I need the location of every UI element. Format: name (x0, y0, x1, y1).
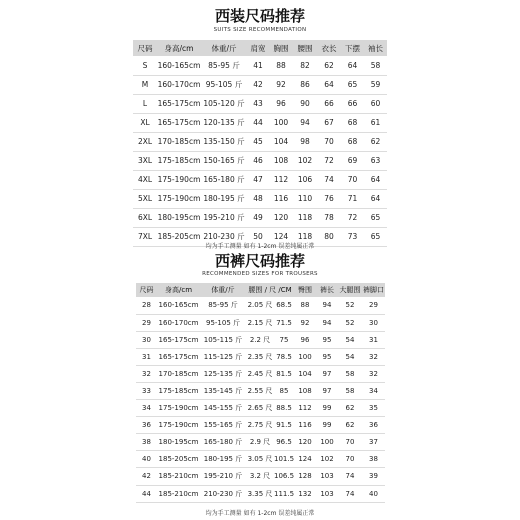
suits-header-cell: 下摆 (345, 43, 360, 53)
trousers-table-cell: 103 (320, 489, 334, 498)
suits-table-cell: 71 (347, 194, 358, 203)
trousers-table-row (136, 434, 385, 451)
suits-table-row (133, 189, 387, 208)
suits-table-cell: 72 (347, 213, 358, 222)
trousers-table-cell: 2.15 尺 (247, 318, 273, 327)
trousers-table-cell: 71.5 (276, 318, 292, 327)
trousers-table-cell: 29 (369, 301, 378, 310)
suits-table-cell: 106 (297, 175, 313, 184)
trousers-table-cell: 54 (345, 352, 355, 361)
trousers-table-cell: 185-210cm (158, 472, 199, 481)
trousers-table-cell: 2.55 尺 (247, 387, 273, 396)
trousers-table-row (136, 314, 385, 331)
trousers-subtitle: RECOMMENDED SIZES FOR TROUSERS (202, 271, 318, 277)
suits-table-cell: 2XL (137, 137, 153, 146)
suits-header-cell: 尺码 (137, 43, 153, 53)
suits-table-cell: 72 (324, 156, 334, 165)
trousers-table-cell: 88 (300, 301, 310, 310)
trousers-table-cell: 175-185cm (158, 387, 199, 396)
trousers-table-cell: 175-190cm (158, 421, 199, 430)
trousers-table-cell: 102 (320, 455, 334, 464)
trousers-table-cell: 74 (345, 472, 355, 481)
trousers-table-cell: 30 (142, 335, 151, 344)
trousers-table-cell: 36 (369, 421, 378, 430)
trousers-table-cell: 34 (142, 404, 151, 413)
trousers-table-cell: 3.35 尺 (247, 489, 273, 498)
suits-table-cell: 70 (347, 175, 358, 184)
trousers-table-cell: 99 (322, 421, 332, 430)
trousers-table-cell: 2.05 尺 (247, 301, 273, 310)
trousers-table-row (136, 297, 385, 314)
trousers-table-cell: 185-210cm (158, 489, 199, 498)
suits-header-cell: 衣长 (321, 43, 337, 53)
trousers-table-cell: 38 (142, 438, 151, 447)
suits-table-cell: 73 (347, 232, 358, 241)
trousers-table-row (136, 348, 385, 365)
trousers-header-cell: 体重/斤 (211, 286, 235, 294)
trousers-table-cell: 52 (345, 301, 355, 310)
suits-table-cell: 43 (253, 99, 263, 108)
suits-table-cell: 68 (347, 118, 358, 127)
suits-table-cell: XL (140, 118, 150, 127)
suits-table-cell: 135-150 斤 (203, 137, 245, 146)
trousers-table-cell: 85-95 斤 (208, 301, 238, 310)
trousers-table-cell: 108 (298, 387, 312, 396)
suits-table-cell: 70 (324, 137, 334, 146)
trousers-title: 西裤尺码推荐 (214, 252, 305, 270)
trousers-header-cell: 裤脚口 (363, 286, 385, 294)
trousers-table-cell: 29 (142, 318, 151, 327)
suits-table-cell: 48 (253, 194, 263, 203)
suits-table-cell: 69 (347, 156, 358, 165)
suits-table-cell: 5XL (137, 194, 153, 203)
trousers-table-cell: 2.35 尺 (247, 352, 273, 361)
trousers-table-cell: 115-125 斤 (203, 352, 243, 361)
trousers-table-cell: 185-205cm (158, 455, 199, 464)
trousers-table-cell: 78.5 (276, 352, 292, 361)
trousers-table-cell: 170-185cm (158, 369, 199, 378)
suits-table-cell: 50 (253, 232, 263, 241)
trousers-table-cell: 124 (298, 455, 312, 464)
suits-table-cell: 118 (297, 232, 313, 241)
trousers-table-cell: 88.5 (276, 404, 292, 413)
trousers-table-cell: 125-135 斤 (203, 369, 243, 378)
trousers-header-cell: 尺码 (139, 286, 154, 294)
suits-table-cell: 120 (273, 213, 289, 222)
suits-table-cell: S (142, 60, 148, 70)
trousers-table-cell: 106.5 (274, 472, 295, 481)
trousers-table-cell: 94 (322, 318, 332, 327)
suits-table-cell: 82 (300, 60, 310, 70)
trousers-table-cell: 95-105 斤 (205, 318, 241, 327)
trousers-table-cell: 97 (322, 369, 332, 378)
trousers-table-cell: 35 (369, 404, 378, 413)
suits-table-row (133, 113, 387, 132)
trousers-table-cell: 111.5 (274, 489, 295, 498)
trousers-table-cell: 128 (298, 472, 312, 481)
trousers-table-cell: 99 (322, 404, 332, 413)
suits-table-cell: 61 (370, 118, 381, 127)
trousers-table-row (136, 365, 385, 382)
trousers-table-cell: 100 (298, 352, 312, 361)
suits-table-cell: 62 (370, 137, 381, 146)
suits-header-cell: 胸围 (273, 43, 289, 53)
suits-table-cell: 68 (347, 137, 358, 146)
suits-table-cell: 65 (370, 213, 381, 222)
trousers-header-cell: 身高/cm (164, 286, 193, 294)
trousers-table-cell: 3.05 尺 (247, 455, 273, 464)
trousers-table-cell: 104 (298, 369, 312, 378)
trousers-table-cell: 100 (320, 438, 334, 447)
trousers-table-cell: 145-155 斤 (203, 404, 243, 413)
trousers-table-cell: 40 (142, 455, 151, 464)
suits-table-cell: 195-210 斤 (203, 213, 245, 222)
trousers-table-cell: 37 (369, 438, 378, 447)
suits-table-cell: 74 (324, 175, 334, 184)
trousers-table-cell: 180-195cm (158, 438, 199, 447)
suits-header-cell: 肩宽 (250, 43, 266, 53)
trousers-table-cell: 54 (345, 335, 355, 344)
suits-table-cell: 88 (276, 60, 286, 70)
trousers-table-cell: 68.5 (276, 301, 292, 310)
suits-table-cell: 100 (273, 118, 289, 127)
suits-table-cell: 165-180 斤 (203, 175, 245, 184)
trousers-table-cell: 42 (142, 472, 151, 481)
trousers-table-cell: 160-165cm (158, 301, 199, 310)
suits-table-cell: 60 (370, 99, 381, 108)
trousers-table-cell: 70 (345, 455, 355, 464)
trousers-table-cell: 39 (369, 472, 378, 481)
trousers-table-cell: 94 (322, 301, 332, 310)
suits-table-cell: 65 (370, 232, 381, 241)
trousers-table-cell: 28 (142, 301, 151, 310)
suits-table-cell: 175-185cm (157, 156, 201, 165)
trousers-table-cell: 175-190cm (158, 404, 199, 413)
suits-table-cell: 49 (253, 213, 263, 222)
trousers-table-cell: 44 (142, 489, 151, 498)
suits-table-cell: 90 (300, 99, 310, 108)
trousers-table-cell: 96.5 (276, 438, 292, 447)
suits-table-cell: 62 (324, 60, 334, 70)
suits-table-cell: 110 (297, 194, 313, 203)
suits-table-row (133, 170, 387, 189)
suits-table-cell: 44 (253, 118, 263, 127)
trousers-header-cell: 大腿围 (339, 286, 361, 294)
trousers-table-cell: 120 (298, 438, 312, 447)
suits-table-cell: 64 (370, 175, 381, 184)
suits-table-cell: M (141, 80, 149, 89)
trousers-table-cell: 132 (298, 489, 312, 498)
trousers-table-cell: 70 (345, 438, 355, 447)
trousers-table-row (136, 400, 385, 417)
suits-table-cell: 59 (370, 80, 381, 89)
suits-header-cell: 腰围 (297, 43, 313, 53)
trousers-table-cell: 95 (322, 352, 332, 361)
trousers-table-cell: 30 (369, 318, 378, 327)
suits-table-cell: 78 (324, 213, 334, 222)
trousers-table-cell: 85 (279, 387, 289, 396)
suits-table-cell: 160-165cm (157, 60, 201, 70)
suits-table-cell: 76 (324, 194, 334, 203)
suits-table-cell: 116 (273, 194, 289, 203)
suits-table-cell: 46 (253, 156, 263, 165)
suits-table-cell: 96 (276, 99, 286, 108)
suits-table-cell: 105-120 斤 (203, 99, 245, 108)
trousers-table-row (136, 485, 385, 502)
suits-table-row (133, 56, 387, 75)
trousers-table-cell: 32 (369, 369, 378, 378)
suits-table-cell: 210-230 斤 (203, 232, 245, 241)
suits-table-cell: 165-175cm (157, 118, 201, 127)
suits-table-cell: 63 (370, 156, 381, 165)
trousers-table-cell: 2.65 尺 (247, 404, 273, 413)
trousers-header-cell: 腰围 / 尺 /CM (248, 286, 292, 294)
trousers-table-row (136, 451, 385, 468)
suits-header-cell: 袖长 (368, 43, 383, 53)
suits-table-cell: 175-190cm (157, 175, 201, 184)
suits-table-cell: 6XL (137, 213, 153, 222)
trousers-table-cell: 31 (369, 335, 378, 344)
trousers-table-cell: 62 (345, 421, 355, 430)
trousers-header-cell: 臀围 (298, 286, 313, 294)
trousers-table-cell: 52 (345, 318, 355, 327)
suits-table-cell: 47 (253, 175, 263, 184)
trousers-table-cell: 58 (345, 369, 355, 378)
trousers-table-cell: 34 (369, 387, 378, 396)
suits-table-cell: 165-175cm (157, 99, 201, 108)
trousers-table-cell: 31 (142, 352, 151, 361)
trousers-table-cell: 180-195 斤 (203, 455, 243, 464)
suits-table-cell: 45 (253, 137, 263, 146)
suits-table-cell: 66 (324, 99, 334, 108)
suits-table-cell: 67 (324, 118, 334, 127)
suits-table-cell: 124 (273, 232, 289, 241)
suits-table-cell: 7XL (137, 232, 153, 241)
trousers-table-row (136, 417, 385, 434)
suits-table-cell: 185-205cm (157, 232, 201, 241)
trousers-table-cell: 74 (345, 489, 355, 498)
trousers-size-table (136, 283, 385, 503)
trousers-table-cell: 40 (369, 489, 378, 498)
suits-table-cell: 85-95 斤 (208, 60, 240, 70)
trousers-table-cell: 112 (298, 404, 312, 413)
trousers-table-cell: 165-175cm (158, 335, 199, 344)
suits-table-cell: 64 (324, 80, 334, 89)
trousers-table-row (136, 382, 385, 399)
trousers-table-cell: 92 (300, 318, 310, 327)
trousers-table-cell: 2.2 尺 (249, 335, 271, 344)
trousers-header-cell: 裤长 (320, 286, 335, 294)
suits-table-cell: 92 (276, 80, 286, 89)
suits-table-cell: 118 (297, 213, 313, 222)
trousers-table-cell: 160-170cm (158, 318, 199, 327)
trousers-table-cell: 97 (322, 387, 332, 396)
suits-table-cell: 150-165 斤 (203, 156, 245, 165)
suits-table-cell: 95-105 斤 (205, 80, 243, 89)
suits-table-cell: 86 (300, 80, 310, 89)
trousers-table-cell: 135-145 斤 (203, 387, 243, 396)
suits-header-row (133, 40, 387, 56)
trousers-table-cell: 81.5 (276, 369, 292, 378)
suits-table-cell: 3XL (137, 156, 153, 165)
trousers-table-cell: 2.75 尺 (247, 421, 273, 430)
trousers-table-row (136, 331, 385, 348)
suits-table-row (133, 94, 387, 113)
suits-table-cell: L (142, 99, 148, 108)
trousers-table-cell: 210-230 斤 (203, 489, 243, 498)
suits-table-cell: 42 (253, 80, 263, 89)
trousers-table-cell: 33 (142, 387, 151, 396)
suits-header-cell: 身高/cm (164, 43, 194, 53)
trousers-table-cell: 91.5 (276, 421, 292, 430)
suits-table-cell: 112 (273, 175, 289, 184)
suits-table-cell: 80 (324, 232, 334, 241)
trousers-table-cell: 32 (369, 352, 378, 361)
suits-table-cell: 108 (273, 156, 289, 165)
trousers-table-cell: 3.2 尺 (249, 472, 271, 481)
trousers-header-row (136, 283, 385, 297)
trousers-table-cell: 58 (345, 387, 355, 396)
trousers-measurement-note: 均为手工测量 如有 1-2cm 误差纯属正常 (205, 510, 315, 517)
suits-table-row (133, 132, 387, 151)
suits-table-cell: 102 (297, 156, 313, 165)
suits-table-cell: 104 (273, 137, 289, 146)
suits-table-cell: 160-170cm (157, 80, 201, 89)
suits-table-cell: 4XL (137, 175, 153, 184)
suits-table-cell: 180-195cm (157, 213, 201, 222)
suits-table-cell: 98 (300, 137, 310, 146)
suits-table-cell: 175-190cm (157, 194, 201, 203)
suits-table-cell: 58 (370, 60, 381, 70)
trousers-table-cell: 103 (320, 472, 334, 481)
suits-table-cell: 41 (253, 60, 263, 70)
suits-table-cell: 65 (347, 80, 358, 89)
trousers-table-cell: 32 (142, 369, 151, 378)
trousers-table-cell: 195-210 斤 (203, 472, 243, 481)
trousers-table-cell: 38 (369, 455, 378, 464)
trousers-table-cell: 165-175cm (158, 352, 199, 361)
trousers-table-cell: 96 (300, 335, 310, 344)
suits-header-cell: 体重/斤 (211, 43, 237, 53)
suits-table-cell: 180-195 斤 (203, 194, 245, 203)
suits-table-cell: 120-135 斤 (203, 118, 245, 127)
trousers-table-row (136, 468, 385, 485)
trousers-table-cell: 165-180 斤 (203, 438, 243, 447)
trousers-table-cell: 116 (298, 421, 312, 430)
suits-table-row (133, 208, 387, 227)
suits-table-cell: 64 (347, 60, 358, 70)
trousers-table-cell: 36 (142, 421, 151, 430)
trousers-table-cell: 105-115 斤 (203, 335, 243, 344)
suits-table-cell: 66 (347, 99, 358, 108)
trousers-table-cell: 2.45 尺 (247, 369, 273, 378)
suits-table-cell: 170-185cm (157, 137, 201, 146)
suits-table-row (133, 75, 387, 94)
suits-table-cell: 94 (300, 118, 310, 127)
suits-measurement-note: 均为手工测量 如有 1-2cm 误差纯属正常 (205, 243, 315, 250)
trousers-table-cell: 95 (322, 335, 332, 344)
trousers-table-cell: 101.5 (274, 455, 295, 464)
trousers-table-cell: 62 (345, 404, 355, 413)
suits-table-cell: 64 (370, 194, 381, 203)
suits-subtitle: SUITS SIZE RECOMMENDATION (213, 27, 307, 33)
trousers-table-cell: 75 (279, 335, 289, 344)
suits-size-table (133, 40, 387, 247)
trousers-table-cell: 2.9 尺 (249, 438, 271, 447)
suits-title: 西装尺码推荐 (214, 7, 305, 25)
suits-table-row (133, 151, 387, 170)
trousers-table-cell: 155-165 斤 (203, 421, 243, 430)
